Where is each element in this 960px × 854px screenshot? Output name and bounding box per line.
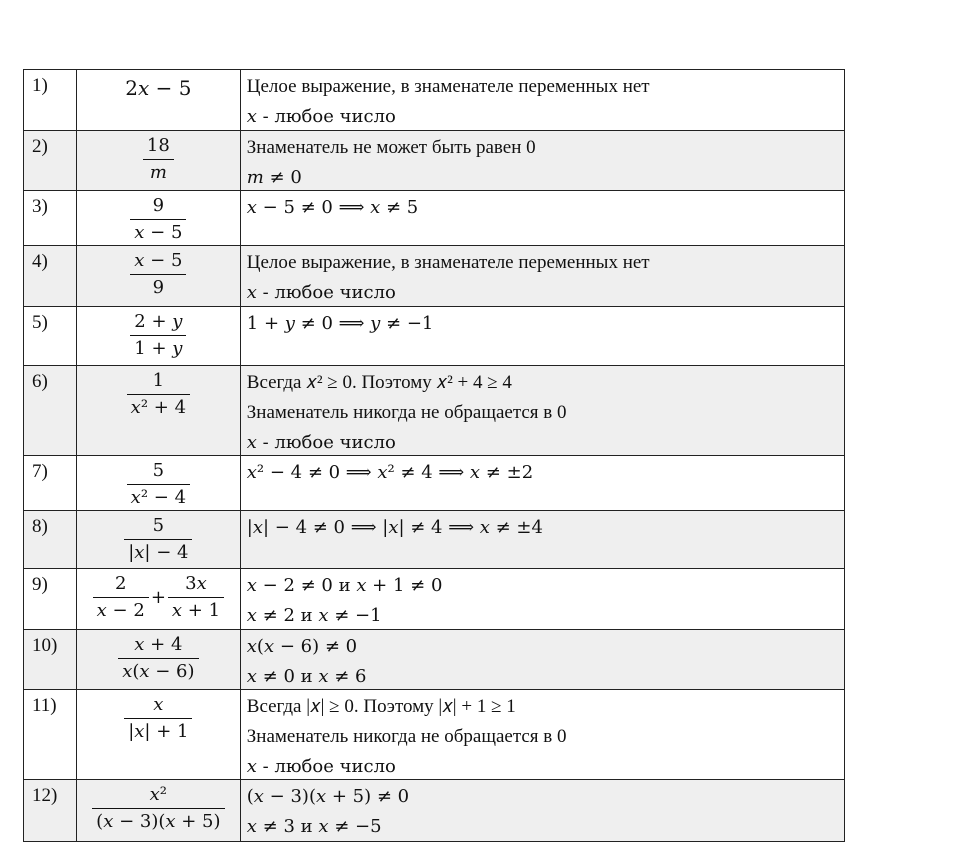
table-row: [24, 70, 845, 131]
explanation-cell: [241, 131, 845, 190]
denominator: 𝑥 − 2: [96, 600, 145, 621]
row-number: 9): [24, 569, 77, 629]
expression-cell: [77, 131, 241, 190]
plus-sign: +: [150, 587, 166, 608]
table-row: [24, 246, 845, 307]
explanation-line: 𝑥² − 4 ≠ 0 ⟹ 𝑥² ≠ 4 ⟹ 𝑥 ≠ ±2: [246, 462, 534, 483]
table-row: [24, 191, 845, 246]
denominator: 𝑥² + 4: [130, 397, 187, 418]
fraction: [127, 458, 190, 511]
expression-cell: [77, 307, 241, 365]
explanation-line: Знаменатель никогда не обращается в 0: [246, 402, 567, 423]
table-row: [24, 456, 845, 511]
expression-cell: [77, 191, 241, 245]
denominator: 𝑚: [149, 162, 167, 183]
explanation-line: 𝑥(𝑥 − 6) ≠ 0: [246, 636, 358, 657]
table-row: [24, 780, 845, 842]
explanation-cell: [241, 456, 845, 510]
fraction: [92, 782, 224, 835]
explanation-cell: [241, 70, 845, 130]
expression-cell: [77, 690, 241, 779]
expression: 2𝑥 − 5: [125, 76, 192, 100]
explanation-line: 𝑥 ≠ 2 и 𝑥 ≠ −1: [246, 605, 382, 626]
fraction: [124, 692, 192, 745]
explanation-line: 𝑥 − 5 ≠ 0 ⟹ 𝑥 ≠ 5: [246, 197, 419, 218]
numerator: 2: [115, 573, 127, 594]
numerator: 5: [152, 515, 165, 536]
denominator: 𝑥 − 5: [134, 222, 183, 243]
explanation-line: Целое выражение, в знаменателе переменных нет: [246, 252, 650, 273]
numerator: 5: [152, 460, 165, 481]
numerator: 𝑥²: [149, 784, 168, 805]
expression-cell: [77, 70, 241, 130]
fraction: [130, 193, 186, 246]
denominator: 1 + 𝑦: [134, 338, 183, 359]
explanation-line: |𝑥| − 4 ≠ 0 ⟹ |𝑥| ≠ 4 ⟹ 𝑥 ≠ ±4: [246, 517, 543, 538]
table-row: [24, 307, 845, 366]
domain-table: [23, 69, 845, 842]
explanation-cell: [241, 569, 845, 629]
denominator: (𝑥 − 3)(𝑥 + 5): [96, 811, 221, 832]
table-row: [24, 690, 845, 780]
table-row: [24, 569, 845, 630]
explanation-line: 𝑥 - любое число: [246, 106, 396, 127]
explanation-line: 𝑚 ≠ 0: [246, 167, 302, 188]
numerator: 9: [152, 195, 165, 216]
table-row: [24, 131, 845, 191]
fraction: [130, 309, 186, 362]
denominator: 𝑥 + 1: [171, 600, 221, 621]
expression-cell: [77, 246, 241, 306]
table-row: [24, 630, 845, 690]
row-number: 7): [24, 456, 77, 510]
explanation-cell: [241, 780, 845, 841]
explanation-line: Знаменатель не может быть равен 0: [246, 137, 536, 158]
row-number: 6): [24, 366, 77, 455]
fraction: [118, 632, 198, 685]
denominator: |𝑥| − 4: [128, 542, 189, 563]
fraction: [124, 513, 192, 566]
row-number: 3): [24, 191, 77, 245]
row-number: 12): [24, 780, 77, 841]
numerator: 𝑥 − 5: [134, 250, 183, 271]
row-number: 5): [24, 307, 77, 365]
explanation-line: 𝑥 ≠ 3 и 𝑥 ≠ −5: [246, 816, 382, 837]
explanation-cell: [241, 511, 845, 568]
table-row: [24, 511, 845, 569]
explanation-line: Знаменатель никогда не обращается в 0: [246, 726, 567, 747]
row-number: 1): [24, 70, 77, 130]
row-number: 4): [24, 246, 77, 306]
expression-cell: [77, 630, 241, 689]
row-number: 10): [24, 630, 77, 689]
numerator: 𝑥: [153, 694, 164, 715]
expression-cell: [77, 569, 241, 629]
explanation-cell: [241, 246, 845, 306]
expression-cell: [77, 780, 241, 841]
explanation-line: Целое выражение, в знаменателе переменных нет: [246, 76, 650, 97]
numerator: 1: [152, 370, 165, 391]
explanation-cell: [241, 630, 845, 689]
explanation-line: 𝑥 - любое число: [246, 282, 396, 303]
fraction: [93, 571, 149, 624]
explanation-cell: [241, 366, 845, 455]
explanation-line: Всегда |𝑥| ≥ 0. Поэтому |𝑥| + 1 ≥ 1: [246, 696, 516, 717]
explanation-cell: [241, 307, 845, 365]
denominator: 𝑥(𝑥 − 6): [122, 661, 195, 682]
explanation-line: 𝑥 - любое число: [246, 756, 396, 777]
fraction: [168, 571, 224, 624]
fraction: [130, 248, 186, 301]
explanation-cell: [241, 690, 845, 779]
numerator: 18: [146, 135, 170, 156]
explanation-line: 𝑥 ≠ 0 и 𝑥 ≠ 6: [246, 666, 367, 687]
explanation-line: 𝑥 - любое число: [246, 432, 396, 453]
table-row: [24, 366, 845, 456]
row-number: 8): [24, 511, 77, 568]
fraction-sum: [93, 571, 224, 624]
numerator: 2 + 𝑦: [134, 311, 183, 332]
row-number: 2): [24, 131, 77, 190]
explanation-line: (𝑥 − 3)(𝑥 + 5) ≠ 0: [246, 786, 410, 807]
explanation-line: 1 + 𝑦 ≠ 0 ⟹ 𝑦 ≠ −1: [246, 313, 434, 334]
expression-cell: [77, 456, 241, 510]
fraction: [143, 133, 174, 186]
explanation-line: Всегда 𝑥² ≥ 0. Поэтому 𝑥² + 4 ≥ 4: [246, 372, 512, 393]
denominator: 𝑥² − 4: [130, 487, 187, 508]
denominator: 9: [152, 277, 165, 298]
expression-cell: [77, 511, 241, 568]
fraction: [127, 368, 190, 421]
explanation-line: 𝑥 − 2 ≠ 0 и 𝑥 + 1 ≠ 0: [246, 575, 443, 596]
denominator: |𝑥| + 1: [128, 721, 189, 742]
row-number: 11): [24, 690, 77, 779]
explanation-cell: [241, 191, 845, 245]
numerator: 𝑥 + 4: [134, 634, 183, 655]
expression-cell: [77, 366, 241, 455]
numerator: 3𝑥: [185, 573, 207, 594]
